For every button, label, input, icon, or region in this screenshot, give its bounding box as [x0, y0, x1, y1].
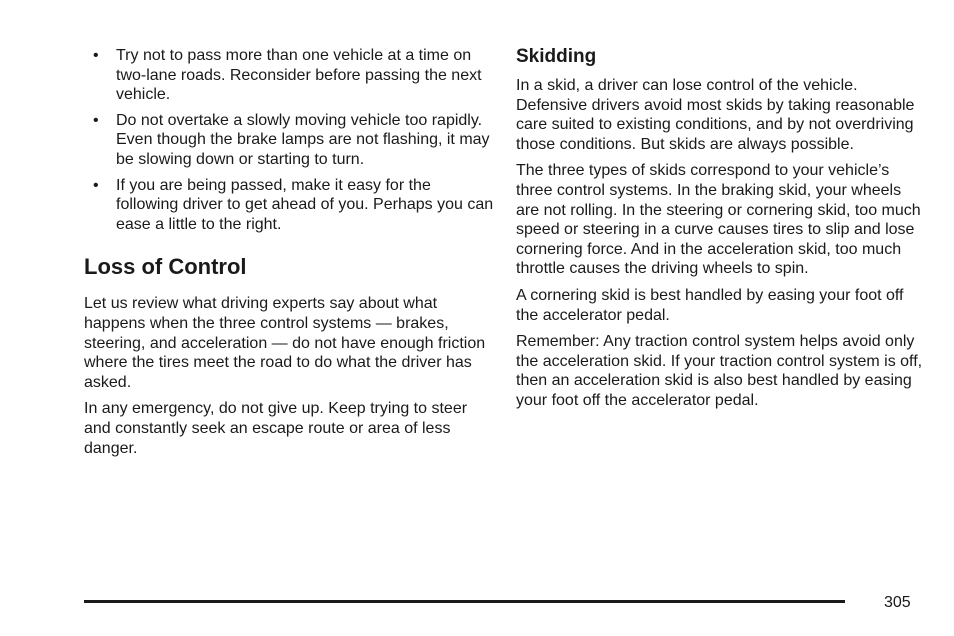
paragraph: Let us review what driving experts say about what happens when the three control systems — brakes, steering, and acceleration — do not have enough friction where the tires meet the road to do what the driver has asked.	[84, 295, 486, 391]
list-item	[84, 111, 494, 170]
paragraph: In a skid, a driver can lose control of the vehicle. Defensive drivers avoid most skids by taking reasonable care suited to existing conditions, and by not overdriving those conditions. But skids are always possible.	[516, 77, 915, 153]
bullet-icon: •	[93, 47, 99, 64]
paragraph: The three types of skids correspond to your vehicle’s three control systems. In the braking skid, your wheels are not rolling. In the steering or cornering skid, too much speed or steering in a curve causes tires to slip and lose cornering force. And in the acceleration skid, too much throttle causes the driving wheels to spin.	[516, 162, 921, 278]
list-item	[84, 176, 494, 235]
bullet-icon: •	[93, 111, 99, 129]
bullet-icon: •	[93, 176, 99, 194]
bullet-text: Do not overtake a slowly moving vehicle too rapidly. Even though the brake lamps are not flashing, it may be slowing down or starting to turn.	[116, 111, 490, 168]
paragraph: Remember: Any traction control system helps avoid only the acceleration skid. If your traction control system is off, then an acceleration skid is also best handled by easing your foot off the accelerator pedal.	[516, 333, 923, 409]
bullet-list	[84, 46, 494, 234]
bullet-text: If you are being passed, make it easy for the following driver to get ahead of you. Perhaps you can ease a little to the right.	[116, 176, 494, 233]
footer-rule	[84, 600, 845, 603]
right-column	[516, 46, 926, 418]
left-column	[84, 46, 494, 465]
paragraph: In any emergency, do not give up. Keep trying to steer and constantly seek an escape route or area of less danger.	[84, 400, 468, 457]
list-item	[84, 46, 494, 105]
page-number: 305	[884, 594, 911, 611]
section-heading-loss-of-control: Loss of Control	[84, 254, 247, 280]
paragraph: A cornering skid is best handled by easing your foot off the accelerator pedal.	[516, 286, 904, 324]
bullet-text: Try not to pass more than one vehicle at a time on two-lane roads. Reconsider before passing the next vehicle.	[116, 47, 482, 104]
section-heading-skidding: Skidding	[516, 46, 597, 67]
